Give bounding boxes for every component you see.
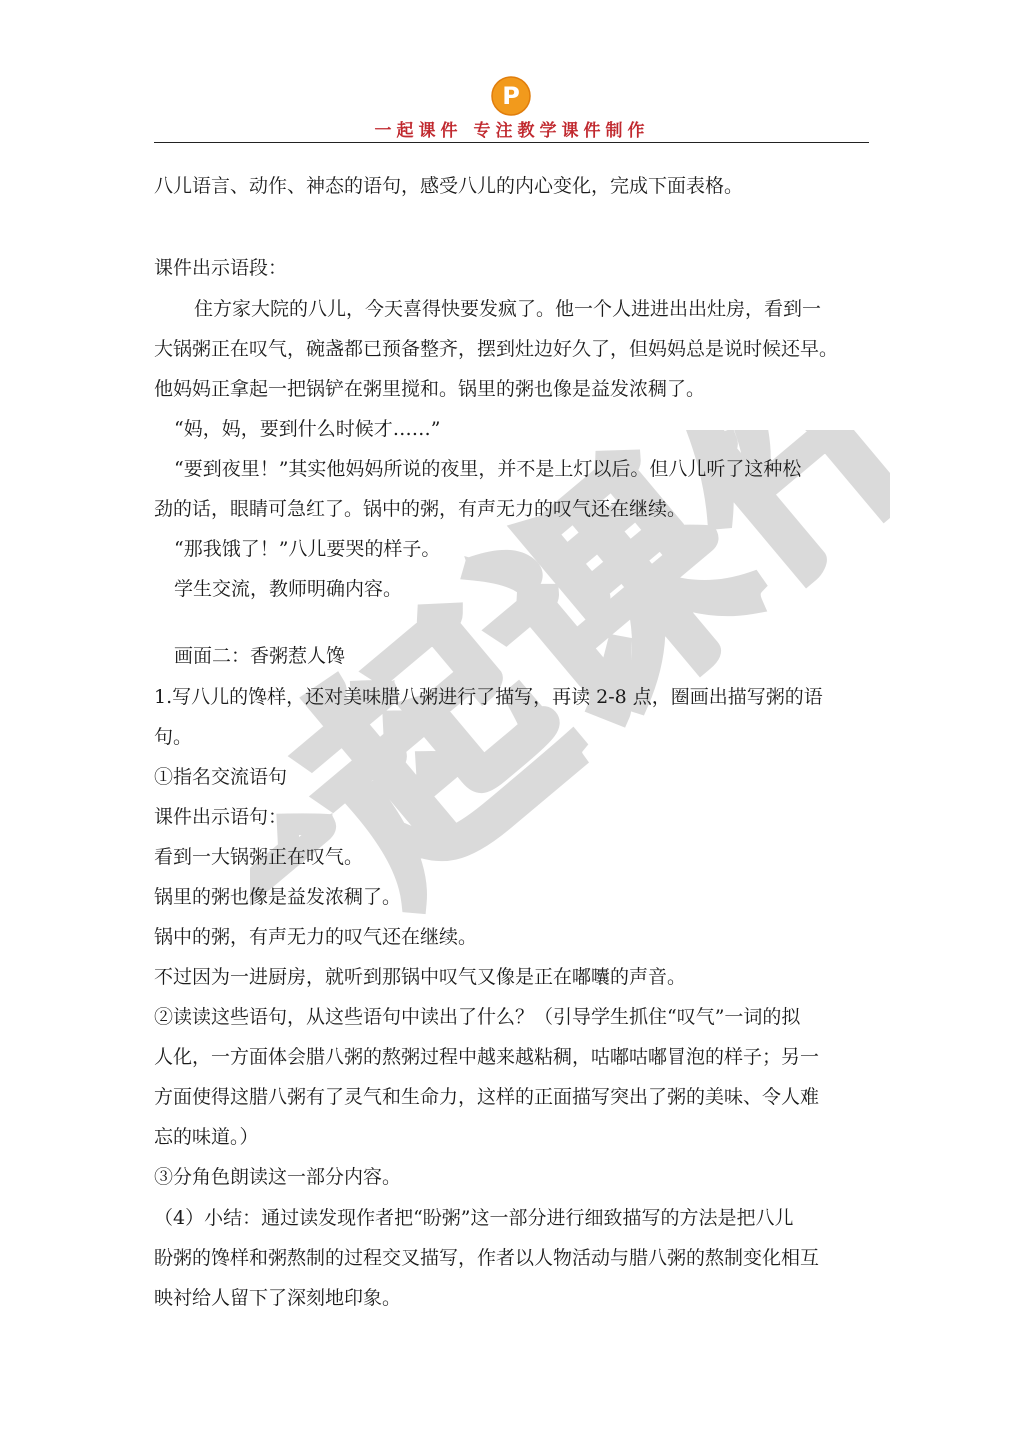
text-line: 1.写八儿的馋样，还对美味腊八粥进行了描写，再读 2-8 点，圈画出描写粥的语 bbox=[154, 686, 823, 708]
brand-logo-icon bbox=[491, 76, 531, 116]
section-heading: 画面二：香粥惹人馋 bbox=[174, 645, 346, 667]
text-line: 映衬给人留下了深刻地印象。 bbox=[154, 1287, 402, 1309]
text-line: “妈，妈，要到什么时候才……” bbox=[174, 418, 441, 440]
text-line: 劲的话，眼睛可急红了。锅中的粥，有声无力的叹气还在继续。 bbox=[154, 498, 687, 520]
text-line: ③分角色朗读这一部分内容。 bbox=[154, 1166, 402, 1188]
text-line: 课件出示语句： bbox=[154, 806, 288, 828]
logo-letter: P bbox=[502, 82, 520, 110]
header-divider bbox=[154, 142, 869, 143]
text-line: 他妈妈正拿起一把锅铲在粥里搅和。锅里的粥也像是益发浓稠了。 bbox=[154, 378, 706, 400]
text-line: 大锅粥正在叹气，碗盏都已预备整齐，摆到灶边好久了，但妈妈总是说时候还早。 bbox=[154, 338, 839, 360]
text-line: 八儿语言、动作、神态的语句，感受八儿的内心变化，完成下面表格。 bbox=[154, 175, 744, 197]
header-tagline: 一起课件 专注教学课件制作 bbox=[374, 121, 650, 141]
text-line: 看到一大锅粥正在叹气。 bbox=[154, 846, 364, 868]
text-line: 不过因为一进厨房，就听到那锅中叹气又像是正在嘟囔的声音。 bbox=[154, 966, 687, 988]
watermark-text: 一起课件 bbox=[250, 430, 890, 1030]
text-line: 锅中的粥，有声无力的叹气还在继续。 bbox=[154, 926, 478, 948]
text-line: （4）小结：通过读发现作者把“盼粥”这一部分进行细致描写的方法是把八儿 bbox=[154, 1207, 794, 1229]
text-line: 忘的味道。） bbox=[154, 1126, 259, 1148]
text-line: 锅里的粥也像是益发浓稠了。 bbox=[154, 886, 402, 908]
section-label: 课件出示语段： bbox=[154, 257, 288, 279]
text-line: “要到夜里！”其实他妈妈所说的夜里，并不是上灯以后。但八儿听了这种松 bbox=[174, 458, 802, 480]
text-line: “那我饿了！”八儿要哭的样子。 bbox=[174, 538, 441, 560]
text-line: 人化，一方面体会腊八粥的熬粥过程中越来越粘稠，咕嘟咕嘟冒泡的样子；另一 bbox=[154, 1046, 820, 1068]
text-line: ①指名交流语句 bbox=[154, 766, 288, 788]
text-line: 住方家大院的八儿，今天喜得快要发疯了。他一个人进进出出灶房，看到一 bbox=[194, 298, 822, 320]
text-line: 方面使得这腊八粥有了灵气和生命力，这样的正面描写突出了粥的美味、令人难 bbox=[154, 1086, 820, 1108]
text-line: ②读读这些语句，从这些语句中读出了什么？（引导学生抓住“叹气”一词的拟 bbox=[154, 1006, 801, 1028]
text-line: 句。 bbox=[154, 726, 193, 748]
text-line: 学生交流，教师明确内容。 bbox=[174, 578, 403, 600]
text-line: 盼粥的馋样和粥熬制的过程交叉描写，作者以人物活动与腊八粥的熬制变化相互 bbox=[154, 1247, 820, 1269]
